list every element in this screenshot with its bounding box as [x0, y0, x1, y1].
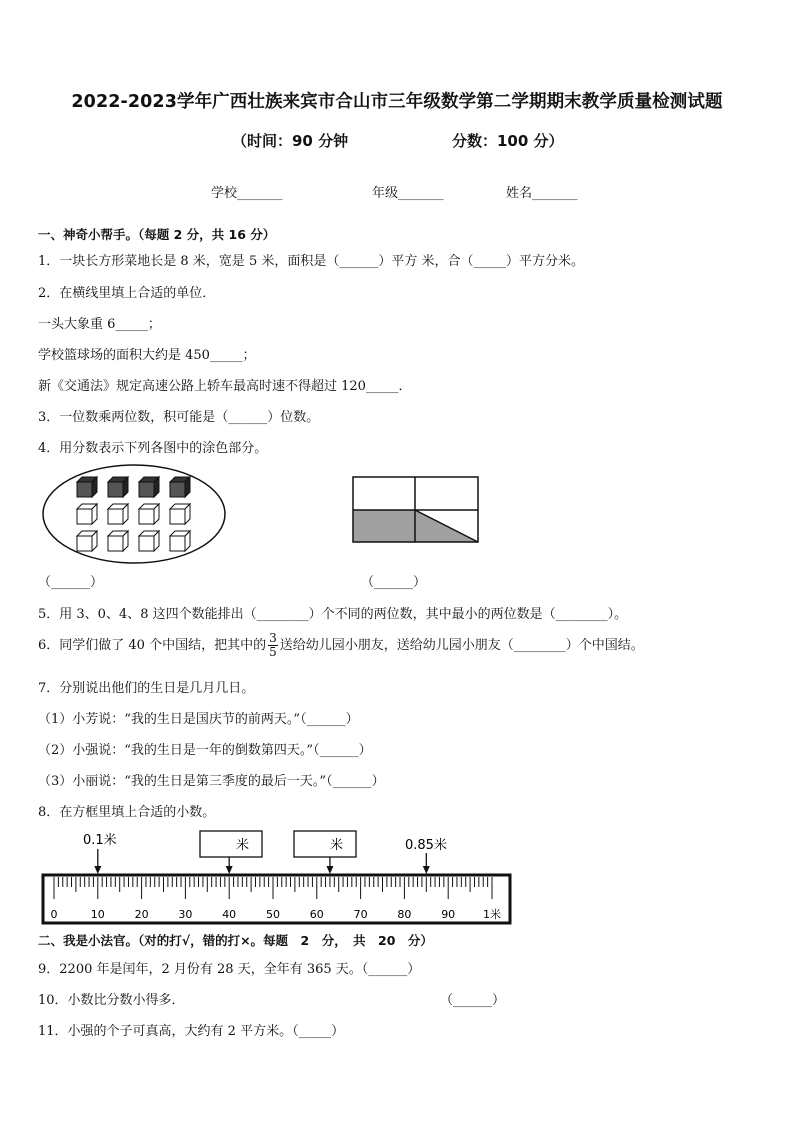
- shaded-cube: [108, 477, 128, 497]
- ruler-arrow-box2: [326, 857, 333, 874]
- cube: [139, 504, 159, 524]
- question-7-1: （1）小芳说：“我的生日是国庆节的前两天。”（______）: [38, 712, 359, 727]
- ruler-tick-label: 0: [50, 908, 58, 921]
- q10-blank: （______）: [440, 993, 506, 1008]
- page-title: 2022-2023学年广西壮族来宾市合山市三年级数学第二学期期末教学质量检测试题: [71, 92, 723, 112]
- ruler-figure: [40, 826, 520, 930]
- ruler-arrow-left: [94, 849, 101, 874]
- section1-heading: 一、神奇小帮手。（每题 2 分，共 16 分）: [38, 227, 276, 242]
- ruler-answer-box-2: [294, 831, 356, 857]
- grade-field: 年级_______: [372, 186, 444, 201]
- cubes-figure: [40, 462, 230, 566]
- question-9: 9．2200 年是闰年，2 月份有 28 天，全年有 365 天。（______）: [38, 962, 421, 977]
- ruler-tick-label: 70: [353, 908, 368, 921]
- cube: [77, 531, 97, 551]
- ruler-box1-unit: 米: [236, 838, 250, 853]
- question-1: 1．一块长方形菜地长是 8 米，宽是 5 米，面积是（______）平方 米，合（_____）平方分米。: [38, 254, 584, 269]
- question-3: 3．一位数乘两位数，积可能是（______）位数。: [38, 410, 320, 425]
- fraction-numerator: 3: [269, 631, 277, 645]
- ruler-tick-label: 10: [90, 908, 105, 921]
- question-10: 10．小数比分数小得多．: [38, 993, 185, 1008]
- question-7: 7．分别说出他们的生日是几月几日。: [38, 681, 255, 696]
- cube: [77, 504, 97, 524]
- question-11: 11．小强的个子可真高，大约有 2 平方米。（_____）: [38, 1024, 345, 1039]
- q4-blank-right: （______）: [361, 575, 427, 590]
- cube: [170, 531, 190, 551]
- rectangle-figure: [352, 476, 480, 544]
- cube: [108, 504, 128, 524]
- name-field: 姓名_______: [506, 186, 578, 201]
- school-field: 学校_______: [211, 186, 283, 201]
- ruler-arrow-right: [423, 853, 430, 874]
- time-label: （时间：90 分钟: [232, 132, 349, 150]
- question-6: [38, 632, 644, 659]
- ruler-answer-box-1: [200, 831, 262, 857]
- fraction-3-5: [268, 632, 278, 659]
- question-5: 5．用 3、0、4、8 这四个数能排出（________）个不同的两位数，其中最小的两位数是（________）。: [38, 607, 628, 622]
- q6-pre: 6．同学们做了 40 个中国结，把其中的: [38, 638, 267, 653]
- score-label: 分数：100 分）: [452, 132, 564, 150]
- ruler-tick-label: 20: [134, 908, 149, 921]
- q4-blank-left: （______）: [38, 575, 104, 590]
- question-2c: 新《交通法》规定高速公路上轿车最高时速不得超过 120_____．: [38, 379, 412, 394]
- question-8: 8．在方框里填上合适的小数。: [38, 805, 216, 820]
- cube: [170, 504, 190, 524]
- section2-heading: 二、我是小法官。（对的打√，错的打×。每题 2 分， 共 20 分）: [38, 933, 433, 948]
- ruler-tick-label: 50: [266, 908, 280, 921]
- ruler-label-right: 0.85米: [405, 838, 447, 853]
- question-4: 4．用分数表示下列各图中的涂色部分。: [38, 441, 268, 456]
- question-7-2: （2）小强说：“我的生日是一年的倒数第四天。”（______）: [38, 743, 372, 758]
- ruler-label-left: 0.1米: [83, 833, 117, 848]
- shaded-cube: [170, 477, 190, 497]
- cube: [108, 531, 128, 551]
- ruler-tick-label: 60: [309, 908, 324, 921]
- cube: [139, 531, 159, 551]
- fraction-denominator: 5: [269, 645, 277, 659]
- shaded-cube: [77, 477, 97, 497]
- ruler-arrow-box1: [226, 857, 233, 874]
- ruler-tick-label: 80: [397, 908, 412, 921]
- q6-post: 送给幼儿园小朋友，送给幼儿园小朋友（________）个中国结。: [279, 638, 644, 653]
- ruler-tick-label: 30: [178, 908, 193, 921]
- question-2b: 学校篮球场的面积大约是 450_____；: [38, 348, 256, 363]
- ruler-box2-unit: 米: [330, 838, 344, 853]
- ruler-tick-label: 90: [441, 908, 456, 921]
- shaded-cube: [139, 477, 159, 497]
- question-2: 2．在横线里填上合适的单位．: [38, 286, 216, 301]
- question-2a: 一头大象重 6_____；: [38, 317, 161, 332]
- question-7-3: （3）小丽说：“我的生日是第三季度的最后一天。”（______）: [38, 774, 385, 789]
- ruler-tick-label: 40: [222, 908, 237, 921]
- ruler-tick-label: 1米: [483, 908, 501, 921]
